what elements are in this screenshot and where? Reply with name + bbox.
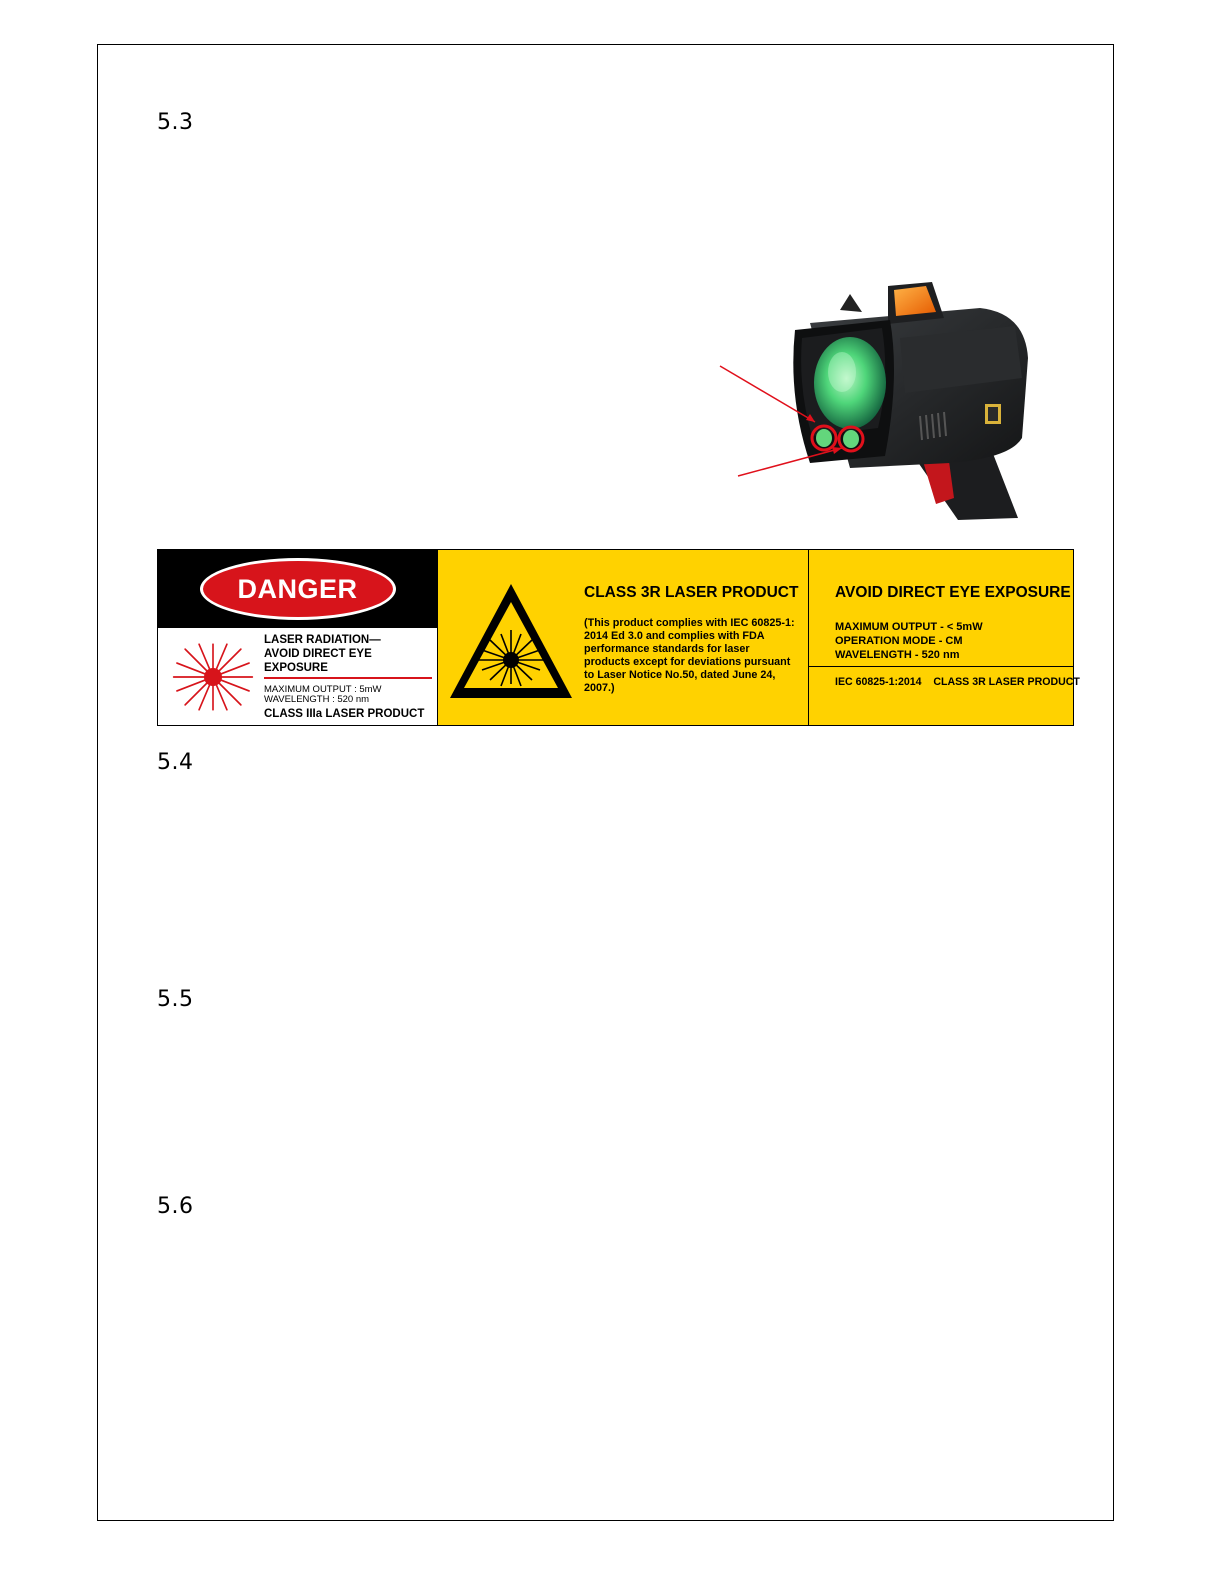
danger-text-block bbox=[264, 633, 437, 720]
laser-starburst-icon bbox=[172, 636, 254, 718]
danger-line-2: AVOID DIRECT EYE EXPOSURE bbox=[264, 648, 372, 674]
avoid-exposure-panel bbox=[809, 550, 1080, 725]
class3r-compliance-text: (This product complies with IEC 60825-1: 2014 Ed 3.0 and complies with FDA performance standards for laser products except for deviations pursuant to Laser Notice No.50, dated June 24, 2007.) bbox=[584, 617, 795, 694]
danger-line-1: LASER RADIATION— bbox=[264, 634, 381, 646]
avoid-exposure-specs bbox=[835, 620, 983, 662]
class3r-label-panel bbox=[438, 550, 809, 725]
danger-divider bbox=[264, 677, 432, 679]
avoid-exposure-divider bbox=[809, 666, 1073, 667]
avoid-exposure-footer: IEC 60825-1:2014 CLASS 3R LASER PRODUCT bbox=[835, 676, 1080, 688]
danger-max-output: MAXIMUM OUTPUT : 5mW bbox=[264, 684, 382, 695]
section-heading-5-4: 5.4 bbox=[157, 750, 194, 775]
section-heading-5-6: 5.6 bbox=[157, 1194, 194, 1219]
danger-class: CLASS IIIa LASER PRODUCT bbox=[264, 708, 425, 720]
avoid-exposure-title: AVOID DIRECT EYE EXPOSURE bbox=[835, 584, 1071, 601]
laser-gun-device-icon bbox=[700, 268, 1060, 526]
danger-label-panel bbox=[158, 550, 438, 725]
page-border bbox=[97, 44, 1114, 1521]
spec-max-output: MAXIMUM OUTPUT - < 5mW bbox=[835, 621, 983, 633]
class3r-title: CLASS 3R LASER PRODUCT bbox=[584, 584, 799, 601]
spec-wavelength: WAVELENGTH - 520 nm bbox=[835, 649, 960, 661]
section-heading-5-5: 5.5 bbox=[157, 987, 194, 1012]
danger-details bbox=[158, 628, 437, 725]
danger-banner: DANGER bbox=[200, 558, 396, 620]
section-heading-5-3: 5.3 bbox=[157, 110, 194, 135]
danger-banner-area bbox=[158, 550, 437, 628]
spec-operation-mode: OPERATION MODE - CM bbox=[835, 635, 963, 647]
laser-warning-triangle-icon bbox=[446, 580, 576, 704]
laser-warning-label bbox=[157, 549, 1080, 726]
danger-wavelength: WAVELENGTH : 520 nm bbox=[264, 694, 370, 705]
